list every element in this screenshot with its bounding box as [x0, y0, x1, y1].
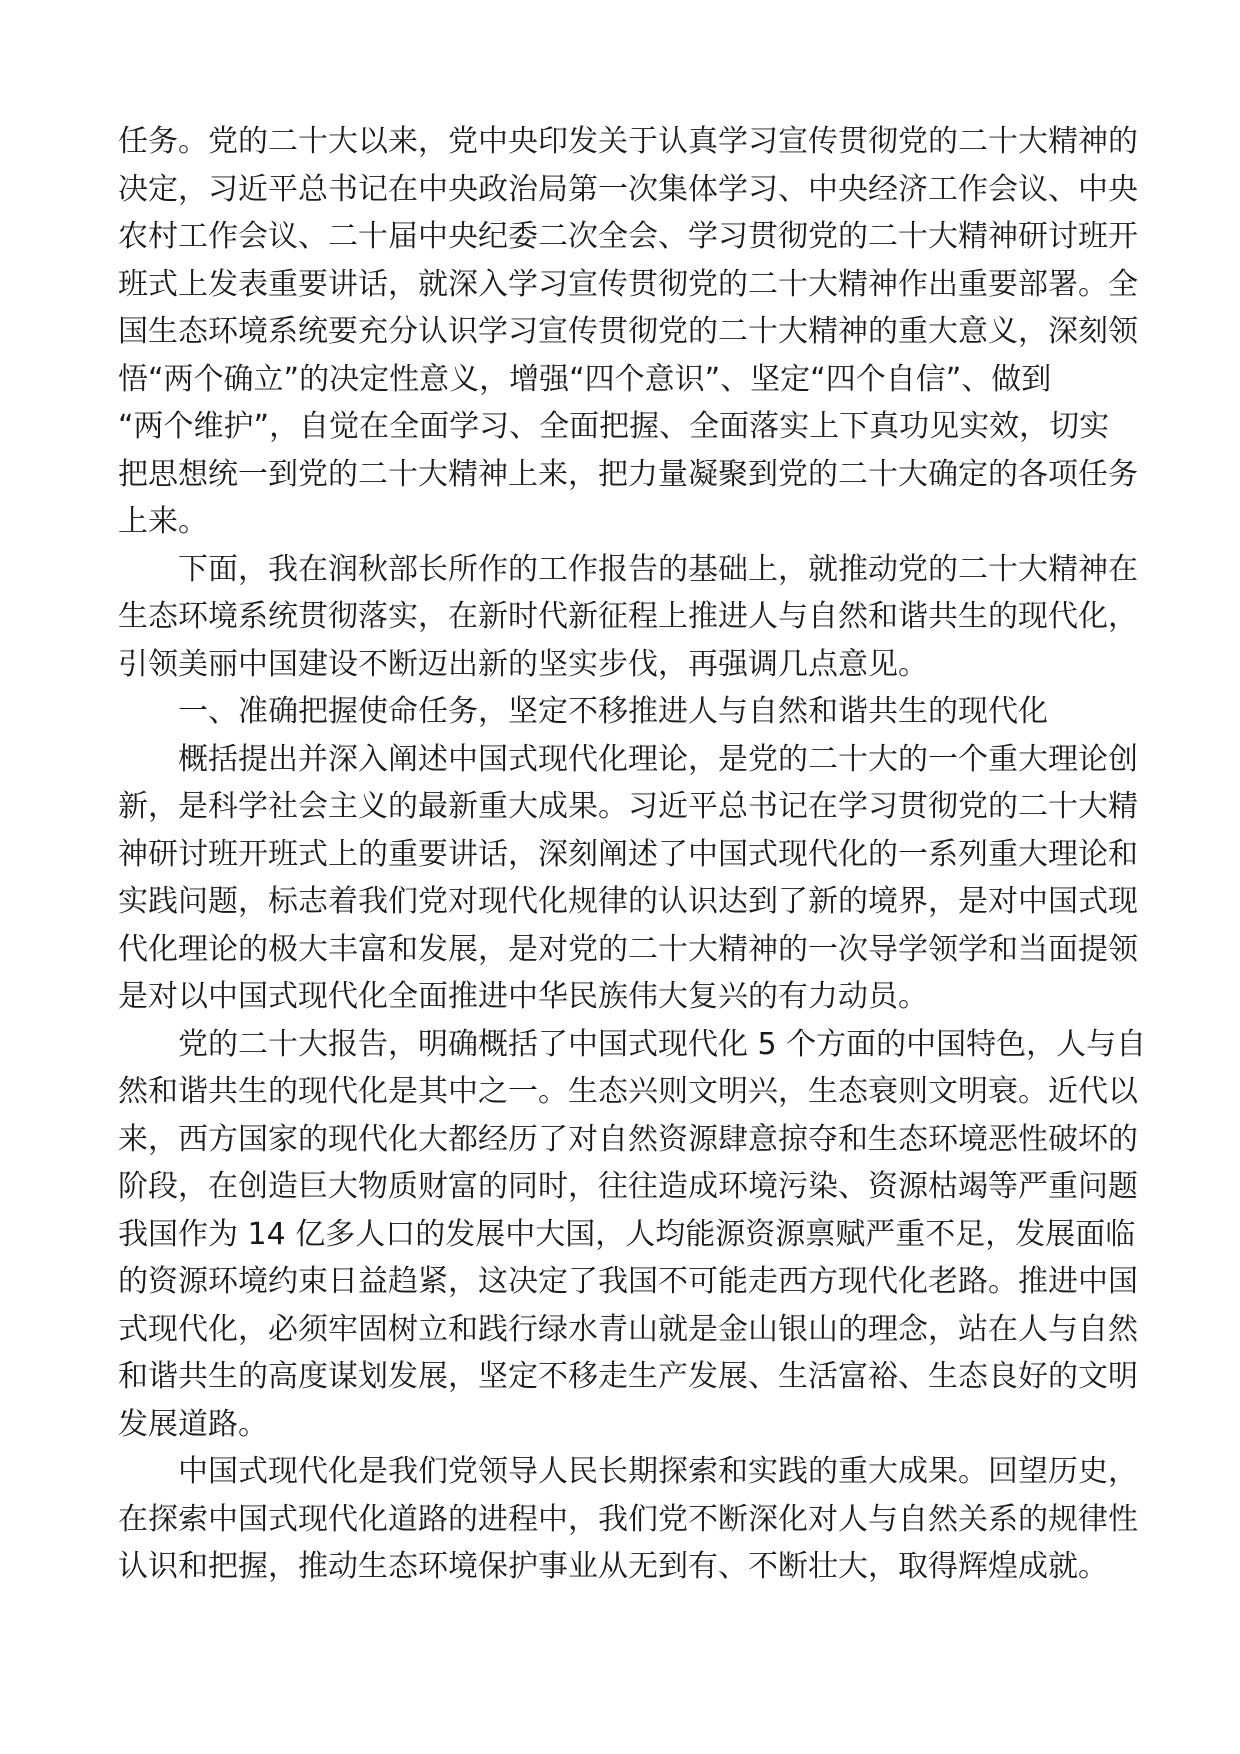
text-line: 阶段，在创造巨大物质财富的同时，往往造成环境污染、资源枯竭等严重问题: [118, 1169, 1138, 1204]
paragraph: [118, 688, 1148, 736]
text-line: 概括提出并深入阐述中国式现代化理论，是党的二十大的一个重大理论创: [178, 741, 1138, 777]
text-line: 认识和把握，推动生态环境保护事业从无到有、不断壮大，取得辉煌成就。: [118, 1549, 1108, 1584]
text-line: 国生态环境系统要充分认识学习宣传贯彻党的二十大精神的重大意义，深刻领: [118, 314, 1138, 349]
paragraph: [118, 546, 1148, 689]
text-line: 下面，我在润秋部长所作的工作报告的基础上，就推动党的二十大精神在: [178, 551, 1138, 587]
text-line: 新，是科学社会主义的最新重大成果。习近平总书记在学习贯彻党的二十大精: [118, 789, 1138, 824]
text-line: 和谐共生的高度谋划发展，坚定不移走生产发展、生活富裕、生态良好的文明: [118, 1359, 1138, 1394]
text-line: “两个维护”，自觉在全面学习、全面把握、全面落实上下真功见实效，切实: [118, 409, 1110, 444]
text-line: 引领美丽中国建设不断迈出新的坚实步伐，再强调几点意见。: [118, 646, 928, 682]
text-line: 班式上发表重要讲话，就深入学习宣传贯彻党的二十大精神作出重要部署。全: [118, 266, 1138, 302]
text-line: 中国式现代化是我们党领导人民长期探索和实践的重大成果。回望历史，: [178, 1454, 1138, 1489]
text-line: 来，西方国家的现代化大都经历了对自然资源肆意掠夺和生态环境恶性破坏的: [118, 1121, 1138, 1157]
text-line: 我国作为 14 亿多人口的发展中大国，人均能源资源禀赋严重不足，发展面临: [118, 1216, 1136, 1252]
text-line: 神研讨班开班式上的重要讲话，深刻阐述了中国式现代化的一系列重大理论和: [118, 836, 1138, 872]
text-line: 代化理论的极大丰富和发展，是对党的二十大精神的一次导学领学和当面提领: [118, 931, 1138, 967]
text-line: 把思想统一到党的二十大精神上来，把力量凝聚到党的二十大确定的各项任务: [118, 456, 1138, 492]
text-line: 在探索中国式现代化道路的进程中，我们党不断深化对人与自然关系的规律性: [118, 1501, 1138, 1537]
text-line: 是对以中国式现代化全面推进中华民族伟大复兴的有力动员。: [118, 979, 928, 1014]
text-line: 一、准确把握使命任务，坚定不移推进人与自然和谐共生的现代化: [178, 694, 1048, 729]
paragraph: [118, 1021, 1148, 1449]
text-line: 决定，习近平总书记在中央政治局第一次集体学习、中央经济工作会议、中央: [118, 171, 1138, 207]
text-line: 农村工作会议、二十届中央纪委二次全会、学习贯彻党的二十大精神研讨班开: [118, 219, 1138, 254]
text-line: 上来。: [118, 504, 208, 539]
paragraph: [118, 118, 1148, 546]
text-line: 实践问题，标志着我们党对现代化规律的认识达到了新的境界，是对中国式现: [118, 884, 1138, 919]
document-body: [118, 118, 1148, 1591]
text-line: 然和谐共生的现代化是其中之一。生态兴则文明兴，生态衰则文明衰。近代以: [118, 1074, 1138, 1109]
text-line: 发展道路。: [118, 1406, 268, 1442]
text-line: 的资源环境约束日益趋紧，这决定了我国不可能走西方现代化老路。推进中国: [118, 1264, 1138, 1299]
text-line: 式现代化，必须牢固树立和践行绿水青山就是金山银山的理念，站在人与自然: [118, 1311, 1138, 1347]
paragraph: [118, 1448, 1148, 1591]
paragraph: [118, 736, 1148, 1021]
text-line: 悟“两个确立”的决定性意义，增强“四个意识”、坚定“四个自信”、做到: [118, 361, 1052, 397]
text-line: 党的二十大报告，明确概括了中国式现代化 5 个方面的中国特色，人与自: [178, 1026, 1147, 1062]
text-line: 任务。党的二十大以来，党中央印发关于认真学习宣传贯彻党的二十大精神的: [118, 124, 1138, 159]
text-line: 生态环境系统贯彻落实，在新时代新征程上推进人与自然和谐共生的现代化，: [118, 599, 1138, 634]
